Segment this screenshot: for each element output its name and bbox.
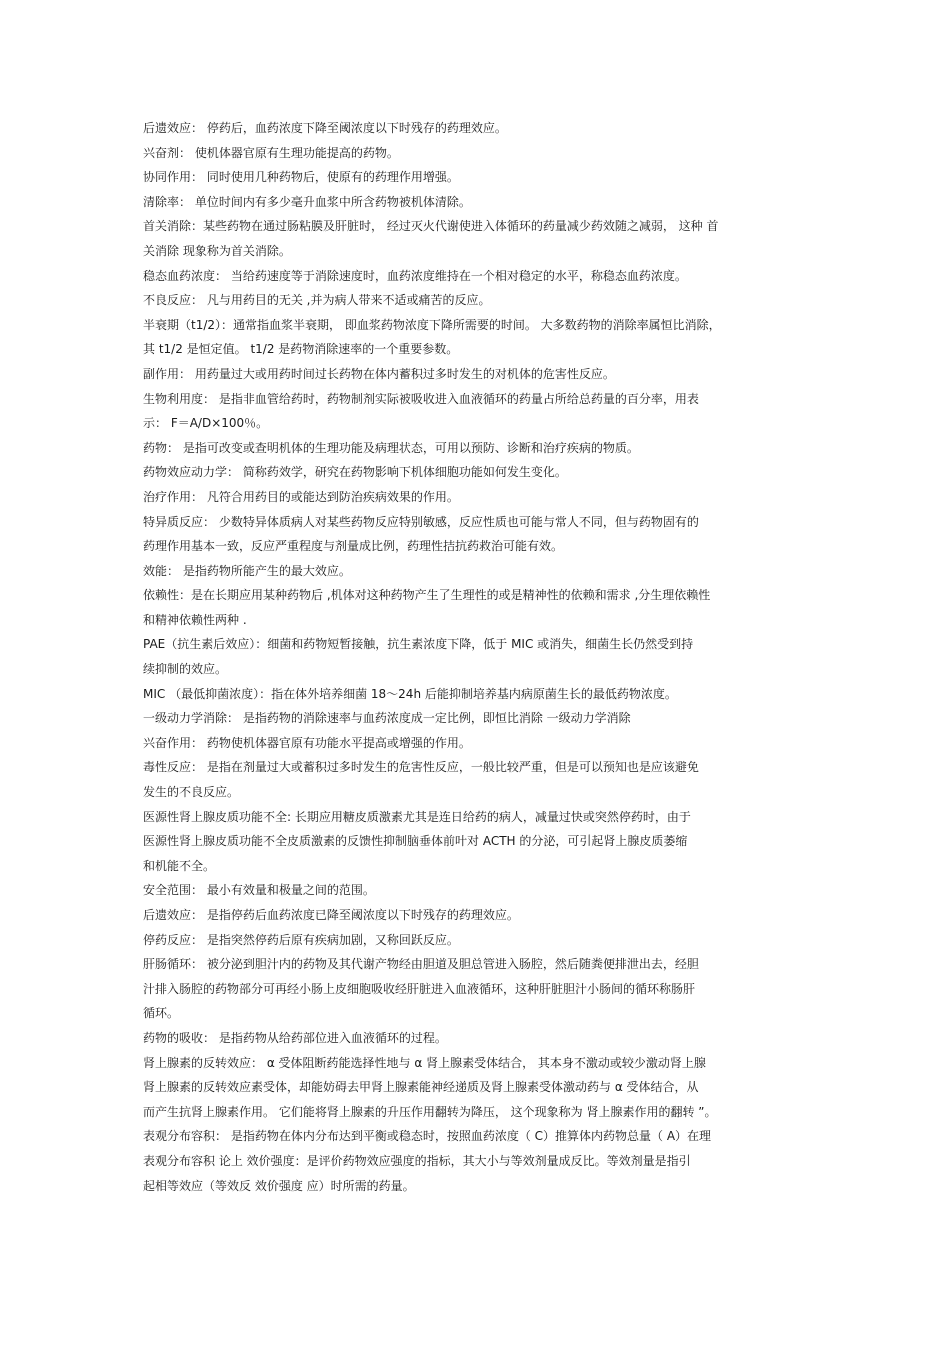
text-line: 药理作用基本一致，反应严重程度与剂量成比例，药理性拮抗药救治可能有效。	[143, 539, 564, 554]
text-line: 而产生抗肾上腺素作用。 它们能将肾上腺素的升压作用翻转为降压， 这个现象称为 肾上腺素作用的翻转 ”。	[143, 1104, 717, 1119]
text-line: 表观分布容积 论上 效价强度：是评价药物效应强度的指标，其大小与等效剂量成反比。等效剂量是指引	[143, 1153, 691, 1168]
text-line: 特异质反应： 少数特异体质病人对某些药物反应特别敏感，反应性质也可能与常人不同，但与药物固有的	[143, 514, 699, 529]
document-body	[143, 116, 808, 1198]
text-line: 药物： 是指可改变或查明机体的生理功能及病理状态，可用以预防、诊断和治疗疾病的物质。	[143, 440, 639, 455]
text-line: 依赖性：是在长期应用某种药物后 ,机体对这种药物产生了生理性的或是精神性的依赖和需求 ,分生理依赖性	[143, 588, 711, 603]
text-line: 稳态血药浓度： 当给药速度等于消除速度时，血药浓度维持在一个相对稳定的水平，称稳态血药浓度。	[143, 268, 687, 283]
text-line: 兴奋剂： 使机体器官原有生理功能提高的药物。	[143, 145, 399, 160]
text-line: 生物利用度： 是指非血管给药时，药物制剂实际被吸收进入血液循环的药量占所给总药量的百分率，用表	[143, 391, 699, 406]
text-line: 医源性肾上腺皮质功能不全皮质激素的反馈性抑制脑垂体前叶对 ACTH 的分泌，可引起肾上腺皮质萎缩	[143, 834, 688, 849]
text-line: 治疗作用： 凡符合用药目的或能达到防治疾病效果的作用。	[143, 489, 459, 504]
text-line: 循环。	[143, 1006, 180, 1021]
text-line: 发生的不良反应。	[143, 785, 240, 800]
text-line: 其 t1/2 是恒定值。 t1/2 是药物消除速率的一个重要参数。	[143, 342, 459, 357]
text-line: 示： F＝A/D×100％。	[143, 416, 269, 431]
text-line: 续抑制的效应。	[143, 662, 228, 677]
text-line: 医源性肾上腺皮质功能不全: 长期应用糖皮质激素尤其是连日给药的病人，减量过快或突然停药时，由于	[143, 809, 691, 824]
text-line: 药物效应动力学： 简称药效学，研究在药物影响下机体细胞功能如何发生变化。	[143, 465, 567, 480]
text-line: 不良反应： 凡与用药目的无关 ,并为病人带来不适或痛苦的反应。	[143, 293, 491, 308]
text-line: 关消除 现象称为首关消除。	[143, 243, 291, 258]
text-line: 表观分布容积： 是指药物在体内分布达到平衡或稳态时，按照血药浓度（ C）推算体内药物总量（ A）在理	[143, 1129, 712, 1144]
text-line: 兴奋作用： 药物使机体器官原有功能水平提高或增强的作用。	[143, 735, 471, 750]
text-line: 肾上腺素的反转效应： α 受体阻断药能选择性地与 α 肾上腺素受体结合， 其本身不激动或较少激动肾上腺	[143, 1055, 706, 1070]
text-line: 半衰期（t1/2）：通常指血浆半衰期， 即血浆药物浓度下降所需要的时间。 大多数药物的消除率属恒比消除，	[143, 317, 721, 332]
text-line: PAE（抗生素后效应）：细菌和药物短暂接触，抗生素浓度下降，低于 MIC 或消失，细菌生长仍然受到持	[143, 637, 694, 652]
text-line: 效能： 是指药物所能产生的最大效应。	[143, 563, 351, 578]
text-line: 和精神依赖性两种 .	[143, 612, 247, 627]
text-line: 后遗效应： 停药后，血药浓度下降至阈浓度以下时残存的药理效应。	[143, 121, 507, 135]
text-line: 停药反应： 是指突然停药后原有疾病加剧，又称回跃反应。	[143, 932, 459, 947]
text-line: 清除率： 单位时间内有多少毫升血浆中所含药物被机体清除。	[143, 194, 471, 209]
text-line: 毒性反应： 是指在剂量过大或蓄积过多时发生的危害性反应，一般比较严重，但是可以预知也是应该避免	[143, 760, 699, 775]
text-line: 一级动力学消除： 是指药物的消除速率与血药浓度成一定比例，即恒比消除 一级动力学消除	[143, 711, 631, 726]
text-line: 起相等效应（等效反 效价强度 应）时所需的药量。	[143, 1178, 415, 1193]
text-line: 协同作用： 同时使用几种药物后，使原有的药理作用增强。	[143, 170, 459, 185]
text-line: 和机能不全。	[143, 858, 216, 873]
text-line: 首关消除：某些药物在通过肠粘膜及肝脏时， 经过灭火代谢使进入体循环的药量减少药效随之减弱， 这种 首	[143, 219, 719, 234]
text-line: 汁排入肠腔的药物部分可再经小肠上皮细胞吸收经肝脏进入血液循环，这种肝脏胆汁小肠间的循环称肠肝	[143, 981, 696, 996]
text-line: 副作用： 用药量过大或用药时间过长药物在体内蓄积过多时发生的对机体的危害性反应。	[143, 366, 615, 381]
text-line: 药物的吸收： 是指药物从给药部位进入血液循环的过程。	[143, 1030, 447, 1045]
text-line: MIC （最低抑菌浓度）：指在体外培养细菌 18～24h 后能抑制培养基内病原菌生长的最低药物浓度。	[143, 686, 677, 701]
text-line: 肝肠循环： 被分泌到胆汁内的药物及其代谢产物经由胆道及胆总管进入肠腔，然后随粪便排泄出去，经胆	[143, 957, 699, 972]
text-line: 肾上腺素的反转效应素受体，却能妨碍去甲肾上腺素能神经递质及肾上腺素受体激动药与 α 受体结合，从	[143, 1080, 699, 1095]
text-line: 安全范围： 最小有效量和极量之间的范围。	[143, 883, 375, 898]
text-line: 后遗效应： 是指停药后血药浓度已降至阈浓度以下时残存的药理效应。	[143, 908, 519, 922]
